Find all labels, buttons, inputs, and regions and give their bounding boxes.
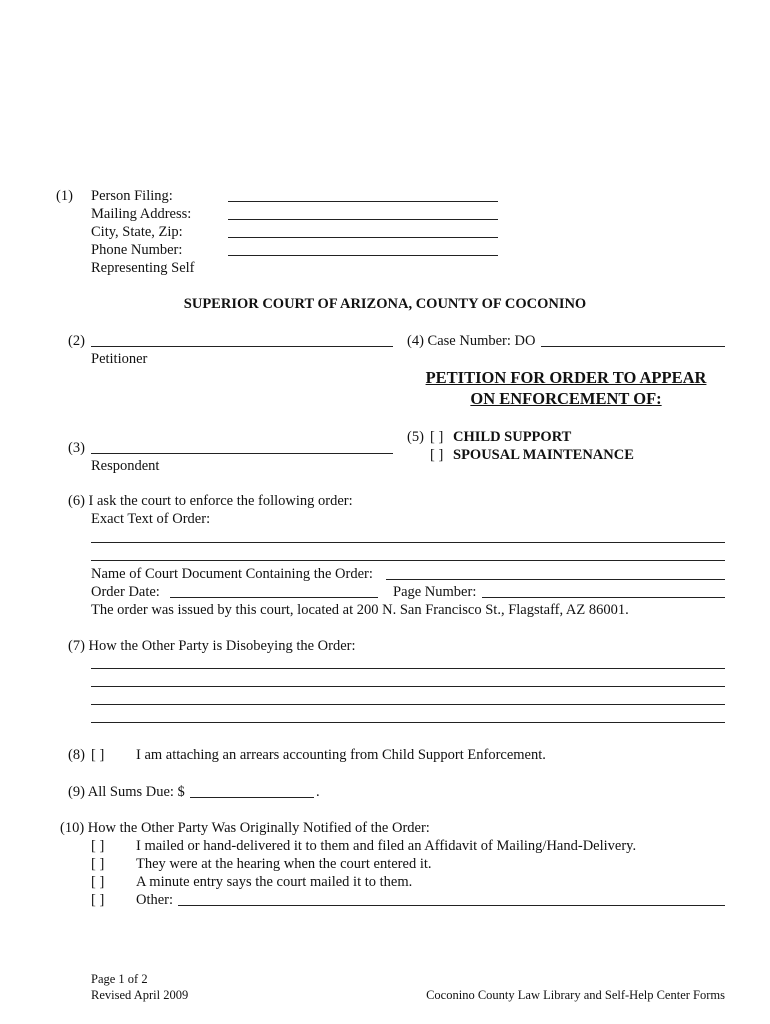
sums-due-period: .: [316, 784, 320, 800]
representing-self-label: Representing Self: [91, 260, 195, 276]
section6-intro: (6) I ask the court to enforce the following order:: [68, 493, 353, 509]
court-heading: SUPERIOR COURT OF ARIZONA, COUNTY OF COCONINO: [183, 296, 587, 312]
footer-page-number: Page 1 of 2: [91, 972, 148, 986]
exact-text-field-line2[interactable]: [91, 560, 725, 561]
section10-label: (10) How the Other Party Was Originally Notified of the Order:: [60, 820, 430, 836]
court-location-text: The order was issued by this court, located at 200 N. San Francisco St., Flagstaff, AZ 86001.: [91, 602, 629, 618]
disobeying-field-line3[interactable]: [91, 704, 725, 705]
phone-number-field[interactable]: [228, 255, 498, 256]
phone-number-label: Phone Number:: [91, 242, 183, 258]
arrears-label: I am attaching an arrears accounting from Child Support Enforcement.: [136, 747, 546, 763]
page-number-field[interactable]: [482, 597, 725, 598]
sums-due-field[interactable]: [190, 797, 314, 798]
notified-mailed-checkbox[interactable]: [ ]: [91, 838, 105, 854]
disobeying-field-line1[interactable]: [91, 668, 725, 669]
notified-other-label: Other:: [136, 892, 174, 908]
footer-revised-date: Revised April 2009: [91, 988, 189, 1002]
document-name-label: Name of Court Document Containing the Order:: [91, 566, 373, 582]
footer-source: Coconino County Law Library and Self-Help Center Forms: [426, 988, 725, 1002]
notified-minute-entry-label: A minute entry says the court mailed it to them.: [136, 874, 413, 890]
case-number-field[interactable]: [541, 346, 725, 347]
petitioner-label: Petitioner: [91, 351, 148, 367]
notified-hearing-checkbox[interactable]: [ ]: [91, 856, 105, 872]
respondent-label: Respondent: [91, 458, 160, 474]
petition-title-line1: PETITION FOR ORDER TO APPEAR: [425, 368, 707, 387]
filer-number: (1): [56, 188, 73, 204]
city-state-zip-label: City, State, Zip:: [91, 224, 183, 240]
mailing-address-label: Mailing Address:: [91, 206, 192, 222]
section7-label: (7) How the Other Party is Disobeying the Order:: [68, 638, 356, 654]
person-filing-field[interactable]: [228, 201, 498, 202]
section8-number: (8): [68, 747, 85, 763]
sums-due-label: (9) All Sums Due: $: [68, 784, 185, 800]
order-date-label: Order Date:: [91, 584, 160, 600]
disobeying-field-line4[interactable]: [91, 722, 725, 723]
exact-text-field-line1[interactable]: [91, 542, 725, 543]
mailing-address-field[interactable]: [228, 219, 498, 220]
arrears-checkbox[interactable]: [ ]: [91, 747, 105, 763]
document-name-field[interactable]: [386, 579, 725, 580]
petitioner-name-field[interactable]: [91, 346, 393, 347]
person-filing-label: Person Filing:: [91, 188, 173, 204]
spousal-maintenance-checkbox[interactable]: [ ]: [430, 447, 444, 463]
notified-other-checkbox[interactable]: [ ]: [91, 892, 105, 908]
order-date-field[interactable]: [170, 597, 378, 598]
respondent-number: (3): [68, 440, 85, 456]
page-number-label: Page Number:: [393, 584, 477, 600]
petitioner-number: (2): [68, 333, 85, 349]
city-state-zip-field[interactable]: [228, 237, 498, 238]
disobeying-field-line2[interactable]: [91, 686, 725, 687]
notified-mailed-label: I mailed or hand-delivered it to them and filed an Affidavit of Mailing/Hand-Delivery.: [136, 838, 637, 854]
petition-title-line2: ON ENFORCEMENT OF:: [470, 389, 662, 408]
notified-hearing-label: They were at the hearing when the court entered it.: [136, 856, 432, 872]
respondent-name-field[interactable]: [91, 453, 393, 454]
child-support-checkbox[interactable]: [ ]: [430, 429, 444, 445]
exact-text-label: Exact Text of Order:: [91, 511, 211, 527]
notified-other-field[interactable]: [178, 905, 725, 906]
enforcement-number: (5): [407, 429, 424, 445]
spousal-maintenance-label: SPOUSAL MAINTENANCE: [453, 447, 634, 463]
notified-minute-entry-checkbox[interactable]: [ ]: [91, 874, 105, 890]
child-support-label: CHILD SUPPORT: [453, 429, 572, 445]
case-number-label: (4) Case Number: DO: [407, 333, 536, 349]
